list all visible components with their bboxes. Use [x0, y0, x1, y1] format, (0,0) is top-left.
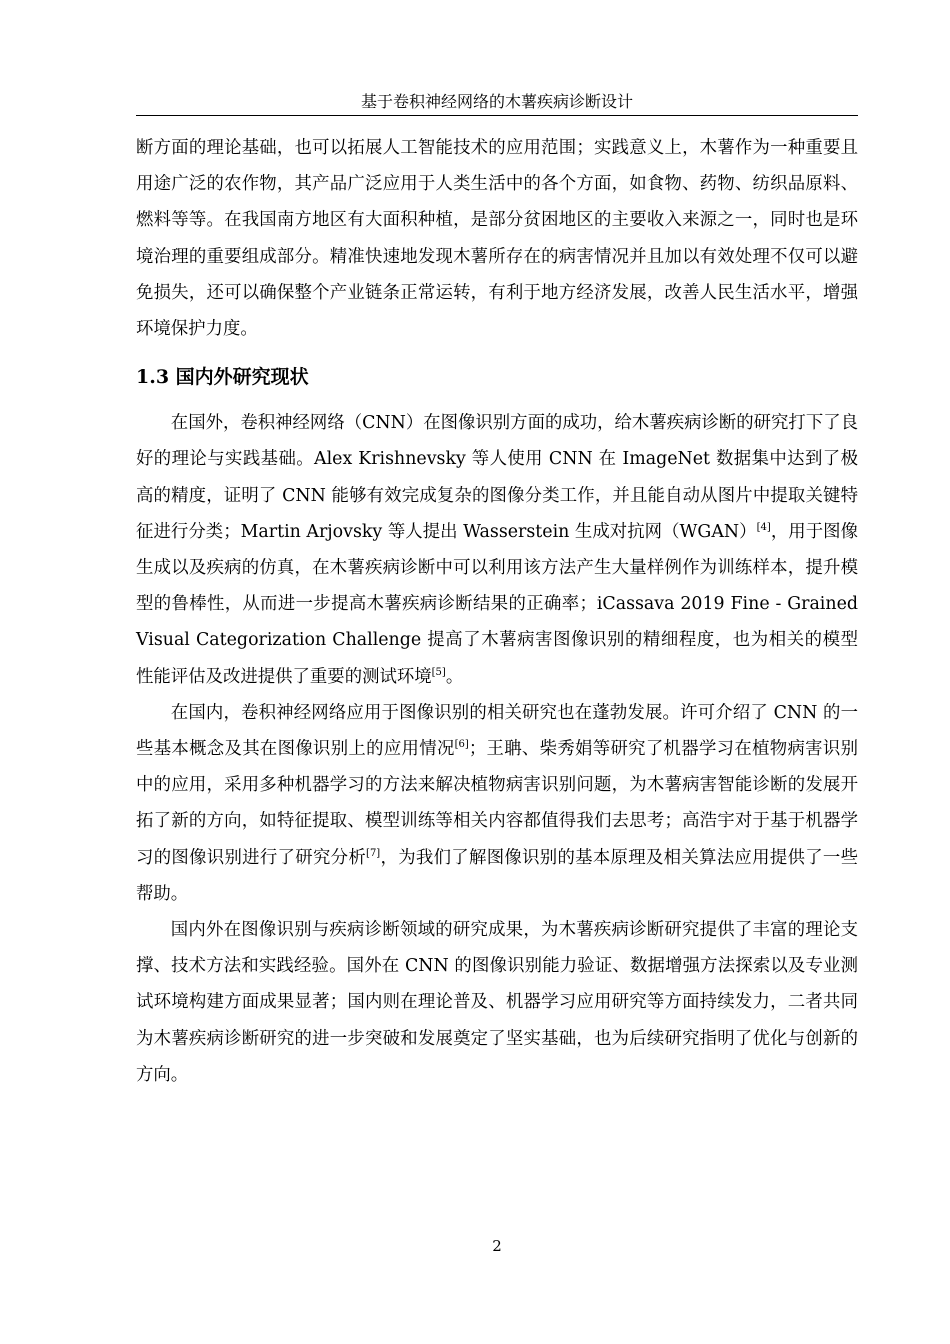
header-rule [136, 115, 858, 116]
paragraph-text: 在国内，卷积神经网络应用于图像识别的相关研究也在蓬勃发展。许可介绍了 CNN 的一些基本概念及其在图像识别上的应用情况 [136, 702, 858, 760]
paragraph-text: ，为我们了解图像识别的基本原理及相关算法应用提供了一些帮助。 [136, 847, 858, 904]
paragraph-text: ，用于图像生成以及疾病的仿真，在木薯疾病诊断中可以利用该方法产生大量样例作为训练样本，提升模型的鲁棒性，从而进一步提高木薯疾病诊断结果的正确率；iCassava 2019 Fine - Grained Visual Categorization Challenge 提高了木薯病害图像识别的精细程度，也为相关的模型性能评估及改进提供了重要的测试环境 [136, 521, 858, 687]
paragraph-text: ；王聃、柴秀娟等研究了机器学习在植物病害识别中的应用，采用多种机器学习的方法来解决植物病害识别问题，为木薯病害智能诊断的发展开拓了新的方向，如特征提取、模型训练等相关内容都值得我们去思考；高浩宇对于基于机器学习的图像识别进行了研究分析 [136, 739, 858, 868]
page-number: 2 [492, 1237, 502, 1255]
section-heading: 1.3 国内外研究现状 [136, 366, 309, 389]
page-body [136, 130, 858, 1093]
citation-7: [7] [366, 847, 381, 859]
paragraph-summary: 国内外在图像识别与疾病诊断领域的研究成果，为木薯疾病诊断研究提供了丰富的理论支撑、技术方法和实践经验。国外在 CNN 的图像识别能力验证、数据增强方法探索以及专业测试环境构建方面成果显著；国内则在理论普及、机器学习应用研究等方面持续发力，二者共同为木薯疾病诊断研究的进一步突破和发展奠定了坚实基础，也为后续研究指明了优化与创新的方向。 [136, 920, 858, 1085]
paragraph-continued: 断方面的理论基础，也可以拓展人工智能技术的应用范围；实践意义上，木薯作为一种重要且用途广泛的农作物，其产品广泛应用于人类生活中的各个方面，如食物、药物、纺织品原料、燃料等等。在我国南方地区有大面积种植，是部分贫困地区的主要收入来源之一，同时也是环境治理的重要组成部分。精准快速地发现木薯所存在的病害情况并且加以有效处理不仅可以避免损失，还可以确保整个产业链条正常运转，有利于地方经济发展，改善人民生活水平，增强环境保护力度。 [136, 138, 858, 340]
running-header: 基于卷积神经网络的木薯疾病诊断设计 [360, 92, 633, 111]
paragraph-foreign-research [136, 405, 858, 695]
citation-4: [4] [756, 522, 771, 534]
citation-6: [6] [454, 739, 469, 751]
paragraph-text: 在国外，卷积神经网络（CNN）在图像识别方面的成功，给木薯疾病诊断的研究打下了良好的理论与实践基础。Alex Krishnevsky 等人使用 CNN 在 ImageNet 数据集中达到了极高的精度，证明了 CNN 能够有效完成复杂的图像分类工作，并且能自动从图片中提取关键特征进行分类；Martin Arjovsky 等人提出 Wasserstein 生成对抗网（WGAN） [136, 413, 858, 542]
paragraph-domestic-research [136, 695, 858, 912]
paragraph-text: 。 [445, 666, 464, 687]
citation-5: [5] [431, 666, 446, 678]
